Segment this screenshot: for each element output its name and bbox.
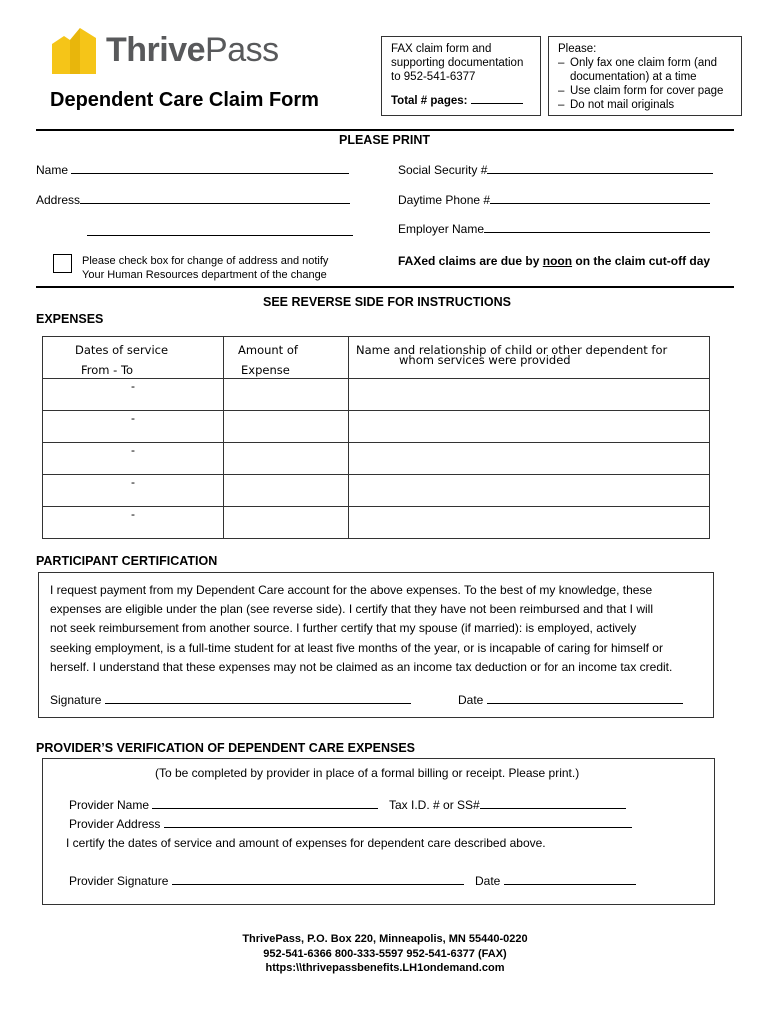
expense-amount-cell[interactable] [224, 379, 349, 411]
tax-id-field[interactable] [480, 808, 626, 809]
expense-row-3 [43, 443, 710, 475]
address-field-line-2[interactable] [87, 235, 353, 236]
provider-note: (To be completed by provider in place of a formal billing or receipt. Please print.) [155, 766, 580, 780]
expenses-title: EXPENSES [36, 312, 104, 326]
fax-instructions-box [381, 36, 541, 116]
logo-text-pass: Pass [205, 31, 279, 69]
col-dates-header [43, 337, 224, 379]
please-title: Please: [558, 43, 597, 55]
provider-signature-field[interactable] [172, 884, 464, 885]
address-field[interactable] [80, 203, 350, 204]
date-separator: - [131, 443, 135, 457]
col-dependent-label-1: Name and relationship of child or other dependent for [356, 343, 668, 357]
thrivepass-logo-mark [50, 26, 98, 76]
employer-field[interactable] [484, 232, 710, 233]
bullet-4: – [558, 99, 565, 111]
provider-date-field[interactable] [504, 884, 636, 885]
bullet-3: – [558, 85, 565, 97]
footer-website[interactable]: https:\\thrivepassbenefits.LH1ondemand.com [265, 962, 505, 974]
col-amount-label: Amount of [238, 343, 298, 357]
name-label: Name [36, 163, 69, 177]
phone-field[interactable] [490, 203, 710, 204]
date-separator: - [131, 411, 135, 425]
provider-address-label: Provider Address [69, 817, 161, 831]
expense-dependent-cell[interactable] [349, 411, 710, 443]
expense-amount-cell[interactable] [224, 475, 349, 507]
logo-text-thrive: Thrive [106, 31, 206, 69]
expenses-header-row [43, 337, 710, 379]
address-change-line-2: Your Human Resources department of the change [82, 269, 327, 281]
certification-title: PARTICIPANT CERTIFICATION [36, 554, 218, 568]
certification-line-2: expenses are eligible under the plan (see reverse side). I certify that they have not been reimbursed and that I will [50, 602, 654, 617]
total-pages-line[interactable] [471, 103, 523, 104]
ssn-field[interactable] [487, 173, 713, 174]
see-reverse-heading: SEE REVERSE SIDE FOR INSTRUCTIONS [263, 295, 511, 309]
ssn-label: Social Security # [398, 163, 488, 177]
footer [0, 932, 770, 976]
please-item-2: documentation) at a time [570, 71, 697, 83]
top-divider [36, 129, 734, 131]
expense-dependent-cell[interactable] [349, 475, 710, 507]
expense-amount-cell[interactable] [224, 507, 349, 539]
provider-signature-label: Provider Signature [69, 874, 169, 888]
mid-divider [36, 286, 734, 288]
certification-line-1: I request payment from my Dependent Care account for the above expenses. To the best of my knowledge, these [50, 583, 653, 597]
fax-line-1: FAX claim form and [391, 43, 492, 55]
please-item-4: Do not mail originals [570, 99, 675, 111]
bullet-1: – [558, 57, 565, 69]
address-label: Address [36, 193, 81, 207]
provider-address-field[interactable] [164, 827, 632, 828]
col-dates-sublabel: From - To [81, 363, 134, 377]
expense-amount-cell[interactable] [224, 411, 349, 443]
expense-row-2 [43, 411, 710, 443]
date-separator: - [131, 475, 135, 489]
date-separator: - [131, 507, 135, 521]
expense-amount-cell[interactable] [224, 443, 349, 475]
please-print-heading: PLEASE PRINT [339, 133, 430, 147]
footer-phones: 952-541-6366 800-333-5597 952-541-6377 (FAX) [263, 947, 507, 960]
employer-label: Employer Name [398, 222, 485, 236]
expenses-table [42, 336, 710, 539]
tax-id-label: Tax I.D. # or SS# [389, 798, 480, 812]
form-title: Dependent Care Claim Form [50, 89, 319, 111]
expense-row-1 [43, 379, 710, 411]
name-field[interactable] [71, 173, 349, 174]
fax-line-3: to 952-541-6377 [391, 71, 476, 83]
date-field[interactable] [487, 703, 683, 704]
fax-due-notice [398, 254, 710, 268]
signature-field[interactable] [105, 703, 411, 704]
expense-dates-cell[interactable] [43, 507, 224, 539]
provider-certify-text: I certify the dates of service and amount of expenses for dependent care described above. [66, 836, 546, 850]
please-notes-box [548, 36, 742, 116]
expense-dates-cell[interactable] [43, 379, 224, 411]
please-item-3: Use claim form for cover page [570, 85, 724, 97]
provider-name-label: Provider Name [69, 798, 150, 812]
certification-box [38, 572, 714, 718]
fax-due-pre: FAXed claims are due by [398, 254, 543, 268]
footer-address: ThrivePass, P.O. Box 220, Minneapolis, MN 55440-0220 [242, 933, 528, 945]
phone-label: Daytime Phone # [398, 193, 491, 207]
provider-title: PROVIDER’S VERIFICATION OF DEPENDENT CARE EXPENSES [36, 741, 415, 755]
certification-line-5: herself. I understand that these expenses may not be claimed as an income tax deduction or for an income tax credit. [50, 659, 673, 674]
provider-date-label: Date [475, 874, 501, 888]
thrivepass-logo [50, 26, 290, 78]
address-change-line-1: Please check box for change of address and notify [82, 255, 329, 267]
date-separator: - [131, 379, 135, 393]
col-amount-sublabel: Expense [241, 363, 290, 377]
col-amount-header [224, 337, 349, 379]
col-dependent-header [349, 337, 710, 379]
total-pages-label: Total # pages: [391, 95, 468, 107]
address-change-checkbox[interactable] [53, 254, 72, 273]
signature-label: Signature [50, 693, 102, 707]
please-item-1: Only fax one claim form (and [570, 57, 718, 69]
provider-name-field[interactable] [152, 808, 378, 809]
expense-dates-cell[interactable] [43, 411, 224, 443]
expense-dates-cell[interactable] [43, 475, 224, 507]
col-dependent-label-2: whom services were provided [399, 353, 571, 367]
expense-dependent-cell[interactable] [349, 443, 710, 475]
fax-due-post: on the claim cut-off day [572, 254, 711, 268]
date-label: Date [458, 693, 484, 707]
fax-line-2: supporting documentation [391, 57, 524, 69]
col-dates-label: Dates of service [75, 343, 169, 357]
fax-due-noon: noon [542, 254, 573, 268]
expense-dependent-cell[interactable] [349, 379, 710, 411]
provider-box [42, 758, 715, 905]
certification-line-4: seeking employment, is a full-time student for at least five months of the year, or is incapable of caring for himself or [50, 640, 663, 655]
expense-row-4 [43, 475, 710, 507]
expense-dependent-cell[interactable] [349, 507, 710, 539]
expense-dates-cell[interactable] [43, 443, 224, 475]
certification-line-3: not seek reimbursement from another source. I further certify that my spouse (if married): is employed, actively [50, 621, 637, 636]
expense-row-5 [43, 507, 710, 539]
